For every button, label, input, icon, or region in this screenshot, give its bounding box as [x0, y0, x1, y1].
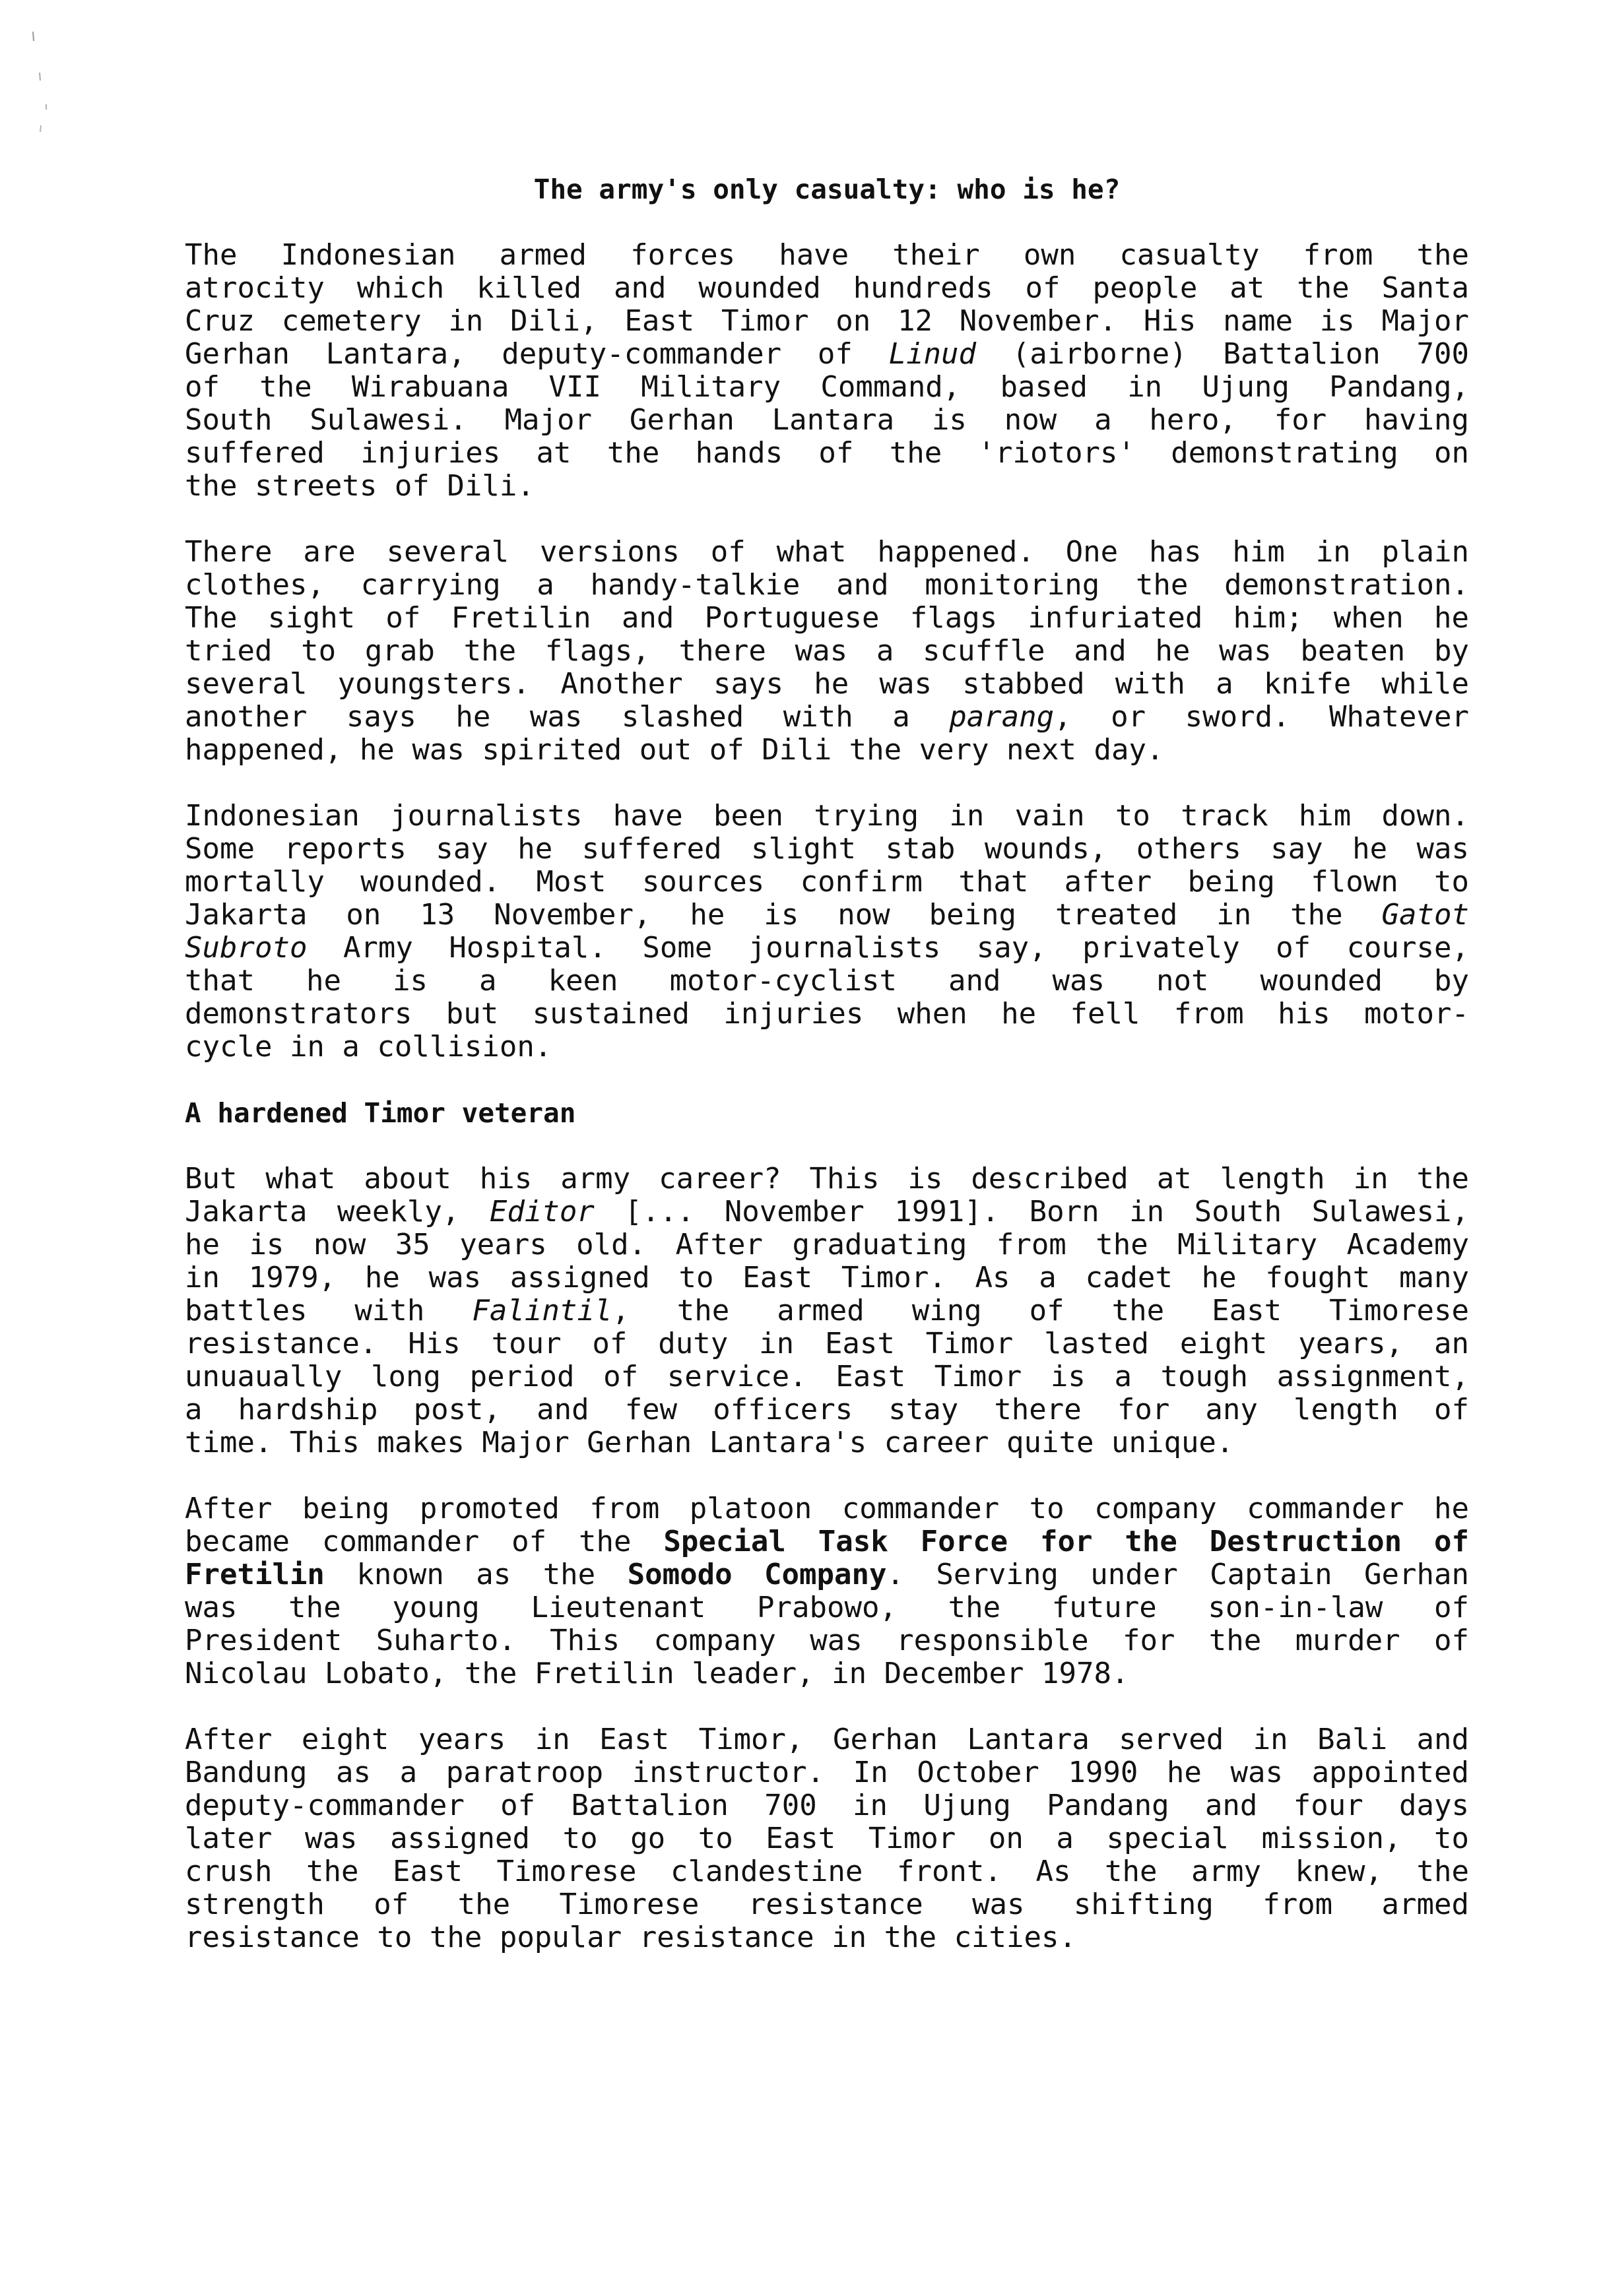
text-segment: After eight years in East Timor, Gerhan Lantara served in Bali and — [185, 1723, 1469, 1756]
text-line — [185, 1558, 1469, 1591]
text-segment: But what about his army career? This is described at length in the — [185, 1163, 1469, 1196]
text-line — [185, 1789, 1469, 1822]
text-line — [185, 734, 1469, 767]
text-line — [185, 1657, 1469, 1690]
text-segment: several youngsters. Another says he was stabbed with a knife while — [185, 668, 1469, 701]
text-segment: Bandung as a paratroop instructor. In October 1990 he was appointed — [185, 1756, 1469, 1789]
text-line — [185, 569, 1469, 602]
bold-text: Special Task Force for the Destruction of — [663, 1525, 1469, 1558]
text-segment: Army Hospital. Some journalists say, privately of course, — [307, 932, 1469, 965]
text-segment: of the Wirabuana VII Military Command, based in Ujung Pandang, — [185, 371, 1469, 404]
text-segment: There are several versions of what happened. One has him in plain — [185, 536, 1469, 569]
text-segment: (airborne) Battalion 700 — [976, 338, 1469, 371]
text-segment: time. This makes Major Gerhan Lantara's career quite unique. — [185, 1426, 1234, 1459]
text-segment: Some reports say he suffered slight stab wounds, others say he was — [185, 833, 1469, 866]
italic-text: Linud — [888, 338, 977, 371]
text-line — [185, 1624, 1469, 1657]
text-segment: in 1979, he was assigned to East Timor. As a cadet he fought many — [185, 1261, 1469, 1294]
text-segment: President Suharto. This company was responsible for the murder of — [185, 1624, 1469, 1657]
bold-text: Somodo Company — [627, 1558, 887, 1591]
text-line — [185, 800, 1469, 833]
text-line — [185, 1327, 1469, 1360]
text-line — [185, 668, 1469, 701]
paragraph-4 — [185, 1163, 1469, 1459]
text-segment: cycle in a collision. — [185, 1031, 552, 1064]
text-line — [185, 404, 1469, 437]
text-line — [185, 1888, 1469, 1921]
text-segment: clothes, carrying a handy-talkie and monitoring the demonstration. — [185, 569, 1469, 602]
text-segment: happened, he was spirited out of Dili the very next day. — [185, 734, 1164, 767]
text-segment: Gerhan Lantara, deputy-commander of — [185, 338, 889, 371]
text-segment: . Serving under Captain Gerhan — [886, 1558, 1469, 1591]
text-line — [185, 833, 1469, 866]
text-segment: demonstrators but sustained injuries when he fell from his motor- — [185, 998, 1469, 1031]
document-title: The army's only casualty: who is he? — [533, 174, 1121, 205]
text-line — [185, 437, 1469, 470]
text-line — [185, 371, 1469, 404]
text-line — [185, 965, 1469, 998]
text-segment: strength of the Timorese resistance was shifting from armed — [185, 1888, 1469, 1921]
italic-text: Gatot — [1381, 899, 1469, 932]
text-line — [185, 866, 1469, 899]
text-segment: another says he was slashed with a — [185, 701, 950, 734]
text-segment: a hardship post, and few officers stay there for any length of — [185, 1393, 1469, 1426]
text-segment: After being promoted from platoon commander to company commander he — [185, 1492, 1469, 1525]
text-segment: crush the East Timorese clandestine front. As the army knew, the — [185, 1855, 1469, 1888]
text-line — [185, 272, 1469, 305]
text-segment: Cruz cemetery in Dili, East Timor on 12 November. His name is Major — [185, 305, 1469, 338]
text-line — [185, 1723, 1469, 1756]
text-line — [185, 1525, 1469, 1558]
bold-text: Fretilin — [185, 1558, 325, 1591]
paragraph-2 — [185, 536, 1469, 767]
text-segment: mortally wounded. Most sources confirm that after being flown to — [185, 866, 1469, 899]
text-segment: resistance to the popular resistance in the cities. — [185, 1921, 1077, 1954]
italic-text: parang — [949, 701, 1055, 734]
text-segment: [... November 1991]. Born in South Sulawesi, — [594, 1196, 1469, 1228]
paragraph-6 — [185, 1723, 1469, 1954]
text-line — [185, 470, 1469, 503]
text-segment: Nicolau Lobato, the Fretilin leader, in December 1978. — [185, 1657, 1129, 1690]
text-segment: battles with — [185, 1294, 473, 1327]
text-line — [185, 899, 1469, 932]
text-segment: atrocity which killed and wounded hundreds of people at the Santa — [185, 272, 1469, 305]
text-line — [185, 1163, 1469, 1196]
text-line — [185, 338, 1469, 371]
text-line — [185, 1393, 1469, 1426]
text-line — [185, 305, 1469, 338]
text-segment: , or sword. Whatever — [1054, 701, 1469, 734]
text-segment: he is now 35 years old. After graduating from the Military Academy — [185, 1228, 1469, 1261]
text-segment: known as the — [324, 1558, 628, 1591]
text-segment: South Sulawesi. Major Gerhan Lantara is now a hero, for having — [185, 404, 1469, 437]
paragraph-3 — [185, 800, 1469, 1064]
text-segment: suffered injuries at the hands of the 'riotors' demonstrating on — [185, 437, 1469, 470]
italic-text: Editor — [489, 1196, 595, 1228]
text-segment: that he is a keen motor-cyclist and was not wounded by — [185, 965, 1469, 998]
text-line — [185, 635, 1469, 668]
text-segment: The Indonesian armed forces have their own casualty from the — [185, 239, 1469, 272]
text-segment: was the young Lieutenant Prabowo, the future son-in-law of — [185, 1591, 1469, 1624]
text-segment: the streets of Dili. — [185, 470, 535, 503]
text-line — [185, 1031, 1469, 1064]
paragraph-1 — [185, 239, 1469, 503]
text-line — [185, 1855, 1469, 1888]
text-segment: Jakarta weekly, — [185, 1196, 490, 1228]
text-line — [185, 701, 1469, 734]
document-body — [185, 173, 1469, 1987]
text-line — [185, 932, 1469, 965]
text-segment: The sight of Fretilin and Portuguese flags infuriated him; when he — [185, 602, 1469, 635]
text-line — [185, 1228, 1469, 1261]
text-line — [185, 1261, 1469, 1294]
text-line — [185, 1196, 1469, 1228]
text-segment: tried to grab the flags, there was a scuffle and he was beaten by — [185, 635, 1469, 668]
section-heading: A hardened Timor veteran — [185, 1097, 576, 1129]
text-segment: Indonesian journalists have been trying in vain to track him down. — [185, 800, 1469, 833]
text-segment: , the armed wing of the East Timorese — [612, 1294, 1469, 1327]
text-line — [185, 1822, 1469, 1855]
text-segment: Jakarta on 13 November, he is now being treated in the — [185, 899, 1382, 932]
text-line — [185, 1591, 1469, 1624]
margin-scan-marks — [26, 26, 59, 145]
text-segment: deputy-commander of Battalion 700 in Ujung Pandang and four days — [185, 1789, 1469, 1822]
paragraph-5 — [185, 1492, 1469, 1690]
text-line — [185, 1426, 1469, 1459]
text-segment: unuaually long period of service. East Timor is a tough assignment, — [185, 1360, 1469, 1393]
text-line — [185, 1921, 1469, 1954]
text-line — [185, 1294, 1469, 1327]
text-line — [185, 1360, 1469, 1393]
text-segment: became commander of the — [185, 1525, 664, 1558]
text-line — [185, 1492, 1469, 1525]
text-segment: later was assigned to go to East Timor on a special mission, to — [185, 1822, 1469, 1855]
italic-text: Subroto — [185, 932, 308, 965]
text-line — [185, 239, 1469, 272]
text-line — [185, 602, 1469, 635]
text-segment: resistance. His tour of duty in East Timor lasted eight years, an — [185, 1327, 1469, 1360]
text-line — [185, 536, 1469, 569]
italic-text: Falintil — [472, 1294, 612, 1327]
text-line — [185, 998, 1469, 1031]
text-line — [185, 1756, 1469, 1789]
